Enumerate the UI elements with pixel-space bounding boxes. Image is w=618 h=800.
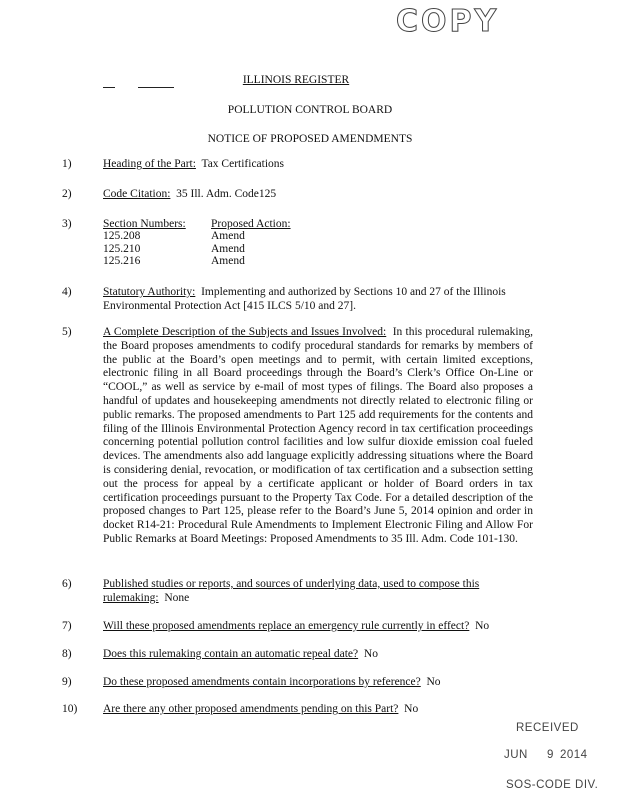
table-row [103, 255, 403, 267]
item-value: Implementing and authorized by Sections 10 and 27 of the Illinois Environmental Protection Act [415 ILCS 5/10 and 27]. [103, 286, 506, 312]
register-title: ILLINOIS REGISTER [242, 74, 350, 86]
item-label: Are there any other proposed amendments pending on this Part? [103, 703, 399, 715]
board-title: POLLUTION CONTROL BOARD [227, 104, 393, 116]
item-description: In this procedural rulemaking, the Board proposes amendments to codify procedural standards for remarks by members of the public at the Board’s open meetings and to permit, with certain limited exceptions, electronic filing in all Board proceedings through the Board’s Clerk’s Office On-Line or “COOL,” as well as service by e-mail of most types of filings. The Board also proposes a handful of updates and housekeeping amendments not directly related to electronic filing or public remarks. The proposed amendments to Part 125 add requirements for the contents and filing of the Illinois Environmental Protection Agency record in tax certification proceedings concerning potential pollution control facilities and low sulfur dioxide emission coal fueled devices. The amendments also add language explicitly addressing situations where the Board is considering denial, revocation, or modification of tax certification and a subsection setting out the process for appeal by a certificate applicant or holder of Board orders in tax certification proceedings pursuant to the Property Tax Code. For a detailed description of the proposed changes to Part 125, please refer to the Board’s June 5, 2014 opinion and order in docket R14-21: Procedural Rule Amendments to Implement Electronic Filing and Allow For Public Remarks at Board Meetings: Proposed Amendments to 35 Ill. Adm. Code 101-130. [103, 326, 533, 545]
item-value: 35 Ill. Adm. Code125 [176, 188, 277, 200]
item-label: Statutory Authority: [103, 286, 196, 298]
proposed-action: Amend [211, 242, 245, 255]
item-label: A Complete Description of the Subjects and Issues Involved: [103, 326, 387, 338]
received-stamp-day: 9 [547, 749, 554, 761]
item-value: No [404, 703, 419, 715]
item-label: Published studies or reports, and sources of underlying data, used to compose this rulemaking: [103, 578, 480, 604]
header-rule-mid [138, 87, 174, 88]
item-number: 5) [62, 326, 72, 338]
item-value: No [363, 648, 378, 660]
item-number: 9) [62, 676, 72, 688]
item-value: No [426, 676, 441, 688]
item-number: 8) [62, 648, 72, 660]
section-number: 125.210 [103, 242, 141, 255]
item-number: 3) [62, 218, 72, 230]
received-stamp-year: 2014 [560, 749, 588, 761]
proposed-action: Amend [211, 255, 245, 268]
item-label: Heading of the Part: [103, 158, 196, 170]
item-label: Will these proposed amendments replace an emergency rule currently in effect? [103, 620, 470, 632]
proposed-action-header: Proposed Action: [211, 218, 291, 230]
item-number: 4) [62, 286, 72, 298]
proposed-action: Amend [211, 230, 245, 243]
section-number: 125.216 [103, 255, 141, 268]
item-number: 6) [62, 578, 72, 590]
item-label: Code Citation: [103, 188, 171, 200]
item-number: 1) [62, 158, 72, 170]
section-numbers-header: Section Numbers: [103, 218, 186, 230]
notice-title: NOTICE OF PROPOSED AMENDMENTS [207, 133, 413, 145]
section-table [103, 218, 403, 268]
item-label: Does this rulemaking contain an automatic repeal date? [103, 648, 359, 660]
item-label: Do these proposed amendments contain incorporations by reference? [103, 676, 421, 688]
table-row [103, 230, 403, 242]
received-stamp-month: JUN [504, 749, 528, 761]
item-number: 10) [62, 703, 78, 715]
item-number: 7) [62, 620, 72, 632]
item-value: None [164, 591, 190, 604]
received-stamp-division: SOS-CODE DIV. [506, 779, 599, 791]
copy-stamp: COPY [396, 4, 500, 39]
item-number: 2) [62, 188, 72, 200]
header-rule-left [103, 87, 115, 88]
item-value: No [475, 620, 490, 632]
table-row [103, 243, 403, 255]
item-value: Tax Certifications [201, 158, 285, 170]
table-header-row [103, 218, 403, 230]
section-number: 125.208 [103, 230, 141, 243]
received-stamp-label: RECEIVED [516, 722, 579, 734]
